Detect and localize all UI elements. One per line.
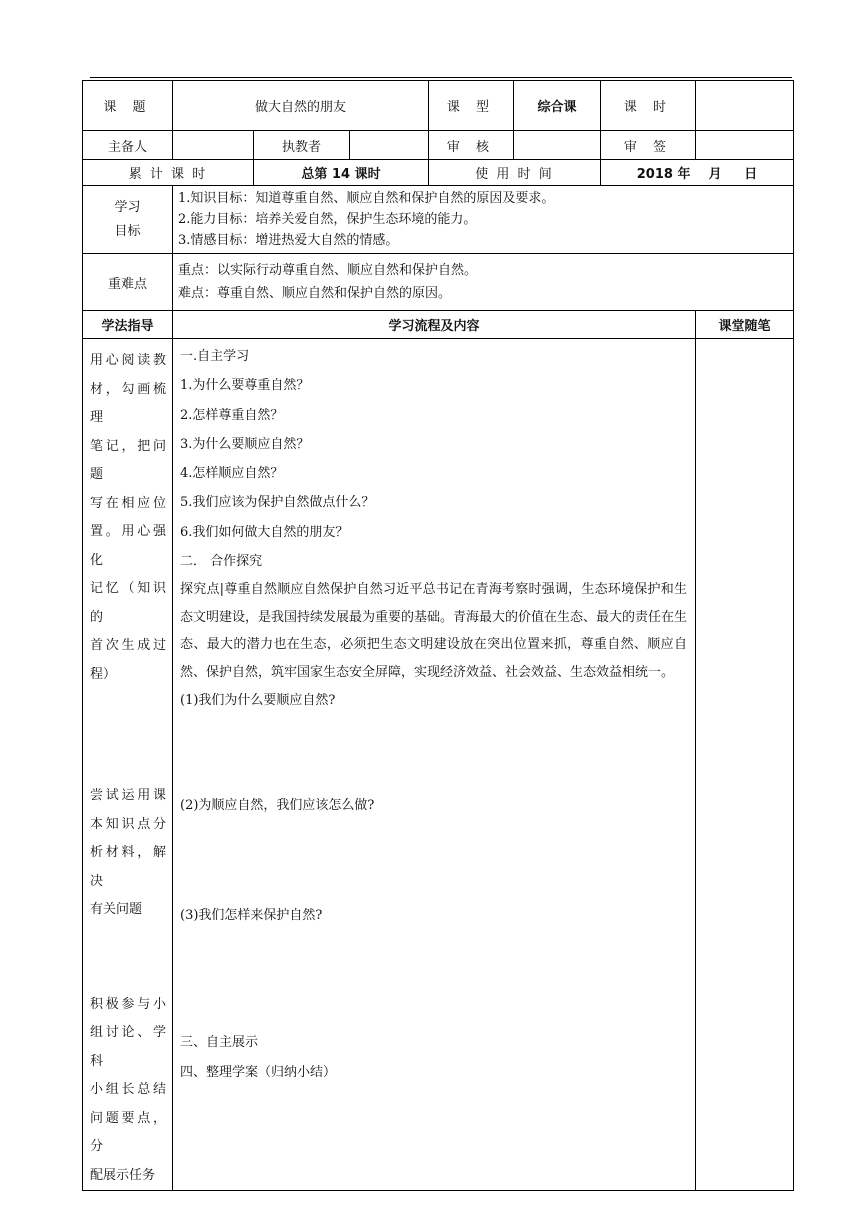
explore-text: 探究点|尊重自然顺应自然保护自然习近平总书记在青海考察时强调，生态环境保护和生态文明建设，是我国持续发展最为重要的基础。青海最大的价值在生态、最大的责任在生态、最大的潜力也在生态，必须把生态文明建设放在突出位置来抓，尊重自然、顺应自然、保护自然，筑牢国家生态安全屏障，实现经济效益、社会效益、生态效益相统一。 xyxy=(180,582,688,680)
guide-line: 笔记，把问题 xyxy=(90,438,166,482)
guide-line: 析材料，解决 xyxy=(90,845,166,889)
goals-label-line2: 目标 xyxy=(114,223,141,239)
preparer-value[interactable] xyxy=(173,131,254,160)
hours-label: 课 时 xyxy=(601,81,696,131)
teacher-value[interactable] xyxy=(350,131,429,160)
goals-label-line1: 学习 xyxy=(114,199,141,215)
guide-line: 置。用心强化 xyxy=(90,524,166,568)
cumulative-label: 累 计 课 时 xyxy=(83,160,254,186)
guide-line: 问题要点，分 xyxy=(90,1110,166,1154)
question-item: 4.怎样顺应自然？ xyxy=(180,466,284,482)
column-header-row xyxy=(83,311,794,339)
guide-line: 积极参与小 xyxy=(90,996,166,1012)
goal-item: 1.知识目标：知道尊重自然、顺应自然和保护自然的原因及要求。 xyxy=(178,191,555,206)
goals-label xyxy=(83,186,173,254)
guide-line: 小组长总结 xyxy=(90,1082,166,1097)
goal-item: 2.能力目标：培养关爱自然，保护生态环境的能力。 xyxy=(178,212,477,227)
teacher-label: 执教者 xyxy=(254,131,350,160)
answer-space-1[interactable] xyxy=(180,716,687,791)
cumulative-value: 总第 14 课时 xyxy=(254,160,429,186)
header-rule xyxy=(90,77,792,78)
key-points-row xyxy=(83,254,794,311)
goals-row xyxy=(83,186,794,254)
body-row xyxy=(83,339,794,1191)
question-item: 2.怎样尊重自然？ xyxy=(180,407,284,423)
show-title: 三、自主展示 xyxy=(180,1035,259,1051)
goal-item: 3.情感目标：增进热爱大自然的情感。 xyxy=(178,233,399,248)
notes-column-header: 课堂随笔 xyxy=(696,311,794,339)
question-item: 6.我们如何做大自然的朋友？ xyxy=(180,524,349,540)
method-guide-1 xyxy=(90,347,166,689)
key-point-item: 难点：尊重自然、顺应自然和保护自然的原因。 xyxy=(178,286,452,301)
lesson-plan-table xyxy=(82,80,794,1191)
goals-content xyxy=(173,186,794,254)
type-label: 课 型 xyxy=(429,81,514,131)
guide-line: 本知识点分 xyxy=(90,816,166,832)
header-row-1 xyxy=(83,81,794,131)
review-label: 审 核 xyxy=(429,131,514,160)
notes-column[interactable] xyxy=(696,339,794,1191)
review-value[interactable] xyxy=(514,131,601,160)
question-item: 1.为什么要尊重自然？ xyxy=(180,378,310,394)
explore-question-3: (3)我们怎样来保护自然? xyxy=(180,907,323,923)
date-value: 2018 年 月 日 xyxy=(601,160,794,186)
summary-title: 四、整理学案（归纳小结） xyxy=(180,1064,337,1080)
answer-space-3[interactable] xyxy=(180,930,687,1028)
method-guide-2 xyxy=(90,782,166,925)
guide-line: 尝试运用课 xyxy=(90,788,166,803)
method-guide-3 xyxy=(90,991,166,1191)
key-point-item: 重点：以实际行动尊重自然、顺应自然和保护自然。 xyxy=(178,263,478,278)
guide-line: 写在相应位 xyxy=(90,495,166,511)
guide-line: 记忆（知识的 xyxy=(90,581,166,625)
process-content-column xyxy=(173,339,696,1191)
preparer-label: 主备人 xyxy=(83,131,173,160)
guide-line: 程） xyxy=(90,666,117,682)
question-item: 5.我们应该为保护自然做点什么？ xyxy=(180,495,375,511)
answer-space-2[interactable] xyxy=(180,820,687,901)
key-points-label: 重难点 xyxy=(83,254,173,311)
explore-question-2: (2)为顺应自然，我们应该怎么做? xyxy=(180,797,375,813)
question-item: 3.为什么要顺应自然？ xyxy=(180,436,310,452)
guide-line: 材，勾画梳理 xyxy=(90,381,166,425)
header-row-3 xyxy=(83,160,794,186)
self-study-title: 一.自主学习 xyxy=(180,349,250,364)
guide-line: 配展示任务 xyxy=(90,1167,156,1183)
coop-title: 二． 合作探究 xyxy=(180,554,263,570)
type-value: 综合课 xyxy=(514,81,601,131)
sign-value[interactable] xyxy=(696,131,794,160)
guide-line: 有关问题 xyxy=(90,902,143,917)
explore-question-1: (1)我们为什么要顺应自然? xyxy=(180,693,336,709)
date-label: 使 用 时 间 xyxy=(429,160,601,186)
guide-line: 首次生成过 xyxy=(90,638,166,653)
topic-value: 做大自然的朋友 xyxy=(173,81,429,131)
method-column-header: 学法指导 xyxy=(83,311,173,339)
sign-label: 审 签 xyxy=(601,131,696,160)
topic-label: 课 题 xyxy=(83,81,173,131)
guide-line: 用心阅读教 xyxy=(90,353,166,368)
guide-line: 组讨论、学科 xyxy=(90,1025,166,1069)
header-row-2 xyxy=(83,131,794,160)
hours-value[interactable] xyxy=(696,81,794,131)
key-points-content xyxy=(173,254,794,311)
process-column-header: 学习流程及内容 xyxy=(173,311,696,339)
method-guide-column xyxy=(83,339,173,1191)
